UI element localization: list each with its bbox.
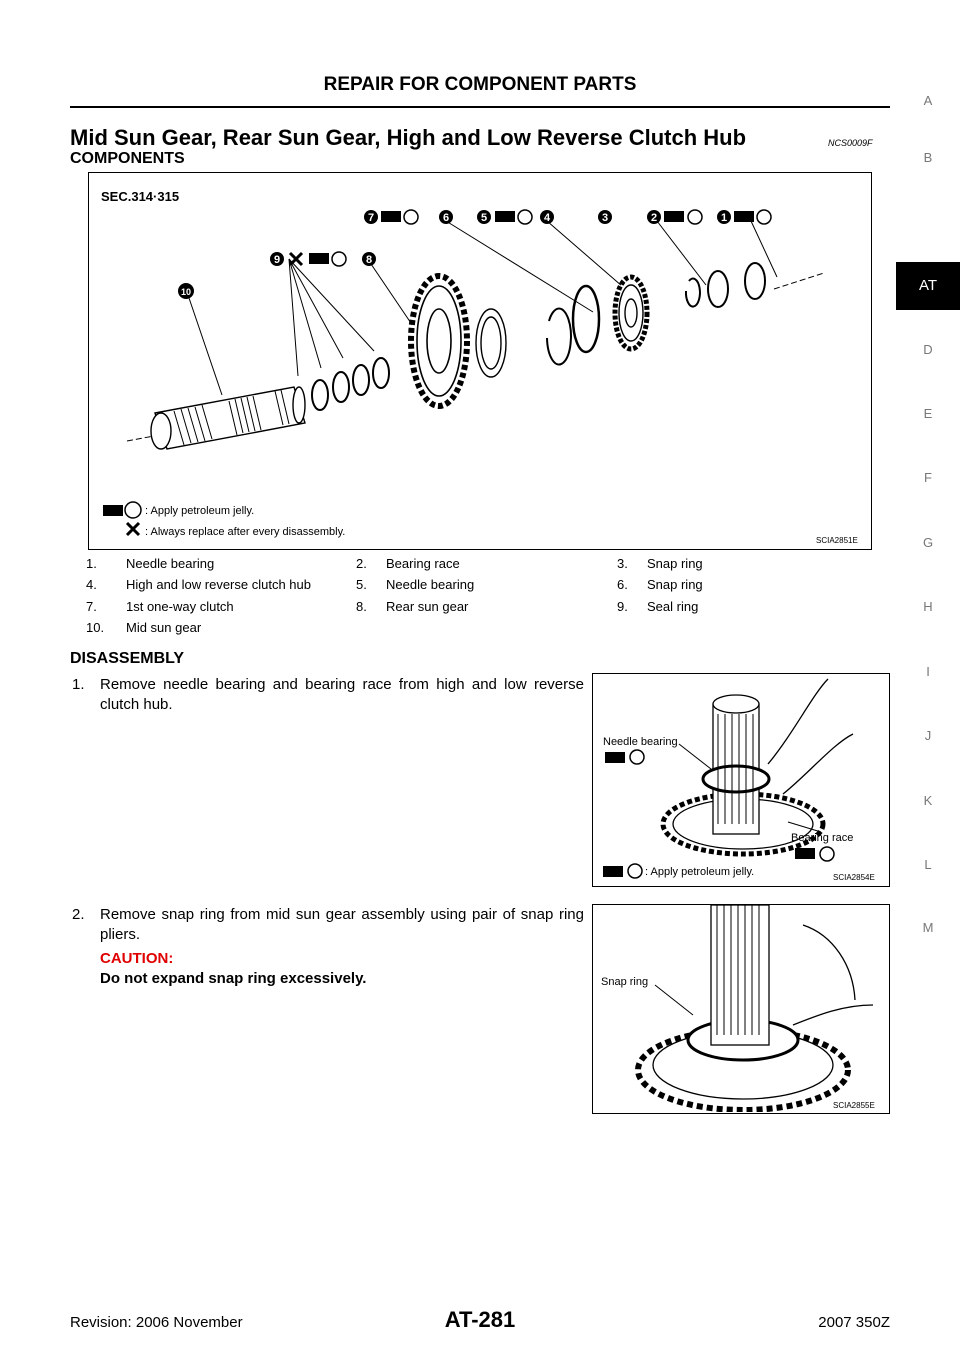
part-num: 7. xyxy=(86,599,97,614)
svg-text:3: 3 xyxy=(601,212,609,224)
label-needle-bearing: Needle bearing xyxy=(603,736,678,748)
step-text: Remove needle bearing and bearing race from high and low reverse clutch hub. xyxy=(100,676,584,713)
part-num: 10. xyxy=(86,620,105,635)
callout-2 xyxy=(647,210,661,224)
callout-6 xyxy=(439,210,453,224)
figure-code: SCIA2855E xyxy=(833,1101,875,1110)
svg-text:10: 10 xyxy=(180,287,192,297)
petroleum-jelly-icon xyxy=(820,847,834,861)
section-tab-h[interactable]: H xyxy=(923,599,933,614)
part-num: 9. xyxy=(617,599,628,614)
callout-3 xyxy=(598,210,612,224)
step-number: 1. xyxy=(72,676,85,693)
svg-text:1: 1 xyxy=(720,212,728,224)
page-header-title: REPAIR FOR COMPONENT PARTS xyxy=(323,74,637,95)
caution-text: Do not expand snap ring excessively. xyxy=(100,970,367,987)
section-code: NCS0009F xyxy=(828,138,873,148)
part-num: 1. xyxy=(86,556,97,571)
section-title: Mid Sun Gear, Rear Sun Gear, High and Low Reverse Clutch Hub xyxy=(70,125,747,150)
svg-text:2: 2 xyxy=(650,212,658,224)
label-snap-ring: Snap ring xyxy=(601,976,649,988)
components-heading: COMPONENTS xyxy=(70,150,185,167)
svg-text:6: 6 xyxy=(442,212,450,224)
part-name: Snap ring xyxy=(647,556,703,571)
svg-text:5: 5 xyxy=(480,212,488,224)
footer-page-number: AT-281 xyxy=(444,1307,516,1332)
section-tab-m[interactable]: M xyxy=(922,920,934,935)
callout-5 xyxy=(477,210,491,224)
step-1 xyxy=(72,675,584,715)
legend-petroleum: : Apply petroleum jelly. xyxy=(645,866,755,878)
sec-label: SEC.314·315 xyxy=(101,189,180,204)
svg-text:7: 7 xyxy=(367,212,375,224)
needle-bearing-figure xyxy=(592,673,890,887)
legend-petroleum: : Apply petroleum jelly. xyxy=(145,505,255,517)
callout-10 xyxy=(178,283,194,299)
callout-8 xyxy=(362,252,376,266)
part-num: 8. xyxy=(356,599,367,614)
section-tab-e[interactable]: E xyxy=(923,406,933,421)
section-tab-a[interactable]: A xyxy=(923,93,933,108)
disassembly-heading: DISASSEMBLY xyxy=(70,650,185,667)
petroleum-jelly-icon xyxy=(628,864,642,878)
part-name: Mid sun gear xyxy=(126,620,202,635)
section-tab-g[interactable]: G xyxy=(922,535,934,550)
step-number: 2. xyxy=(72,906,85,923)
svg-text:4: 4 xyxy=(543,212,551,224)
part-num: 3. xyxy=(617,556,628,571)
part-name: Bearing race xyxy=(386,556,460,571)
part-name: Seal ring xyxy=(647,599,699,614)
step-2 xyxy=(72,905,584,945)
footer-revision: Revision: 2006 November xyxy=(70,1314,243,1331)
components-exploded-view xyxy=(89,173,870,548)
part-name: 1st one-way clutch xyxy=(126,599,234,614)
callout-9 xyxy=(270,252,284,266)
callout-4 xyxy=(540,210,554,224)
part-num: 6. xyxy=(617,577,628,592)
header-rule xyxy=(70,106,890,108)
svg-text:9: 9 xyxy=(273,254,281,266)
section-tab-j[interactable]: J xyxy=(924,728,932,743)
petroleum-jelly-icon xyxy=(795,848,815,859)
part-name: Needle bearing xyxy=(126,556,215,571)
section-tab-f[interactable]: F xyxy=(924,470,932,485)
part-name: Snap ring xyxy=(647,577,703,592)
label-bearing-race: Bearing race xyxy=(791,832,854,844)
step-text: Remove snap ring from mid sun gear assembly using pair of snap ring pliers. xyxy=(100,906,584,943)
caution-heading: CAUTION: xyxy=(100,950,174,967)
footer-model: 2007 350Z xyxy=(818,1314,890,1331)
part-num: 2. xyxy=(356,556,367,571)
section-tab-l[interactable]: L xyxy=(924,857,932,872)
part-name: High and low reverse clutch hub xyxy=(126,577,311,592)
petroleum-jelly-icon xyxy=(630,750,644,764)
part-name: Needle bearing xyxy=(386,577,475,592)
callout-7 xyxy=(364,210,378,224)
section-tab-d[interactable]: D xyxy=(923,342,933,357)
figure-code: SCIA2851E xyxy=(816,536,858,545)
part-num: 4. xyxy=(86,577,97,592)
section-tab-i[interactable]: I xyxy=(926,664,930,679)
components-figure xyxy=(88,172,872,550)
callout-1 xyxy=(717,210,731,224)
part-name: Rear sun gear xyxy=(386,599,469,614)
section-tab-b[interactable]: B xyxy=(923,150,933,165)
legend-replace: : Always replace after every disassembly. xyxy=(145,526,346,538)
figure-code: SCIA2854E xyxy=(833,873,875,882)
petroleum-jelly-icon xyxy=(605,752,625,763)
section-tab-k[interactable]: K xyxy=(923,793,933,808)
svg-text:8: 8 xyxy=(365,254,373,266)
section-tab-at[interactable]: AT xyxy=(896,262,960,310)
part-num: 5. xyxy=(356,577,367,592)
petroleum-jelly-icon xyxy=(603,866,623,877)
snap-ring-figure xyxy=(592,904,890,1114)
